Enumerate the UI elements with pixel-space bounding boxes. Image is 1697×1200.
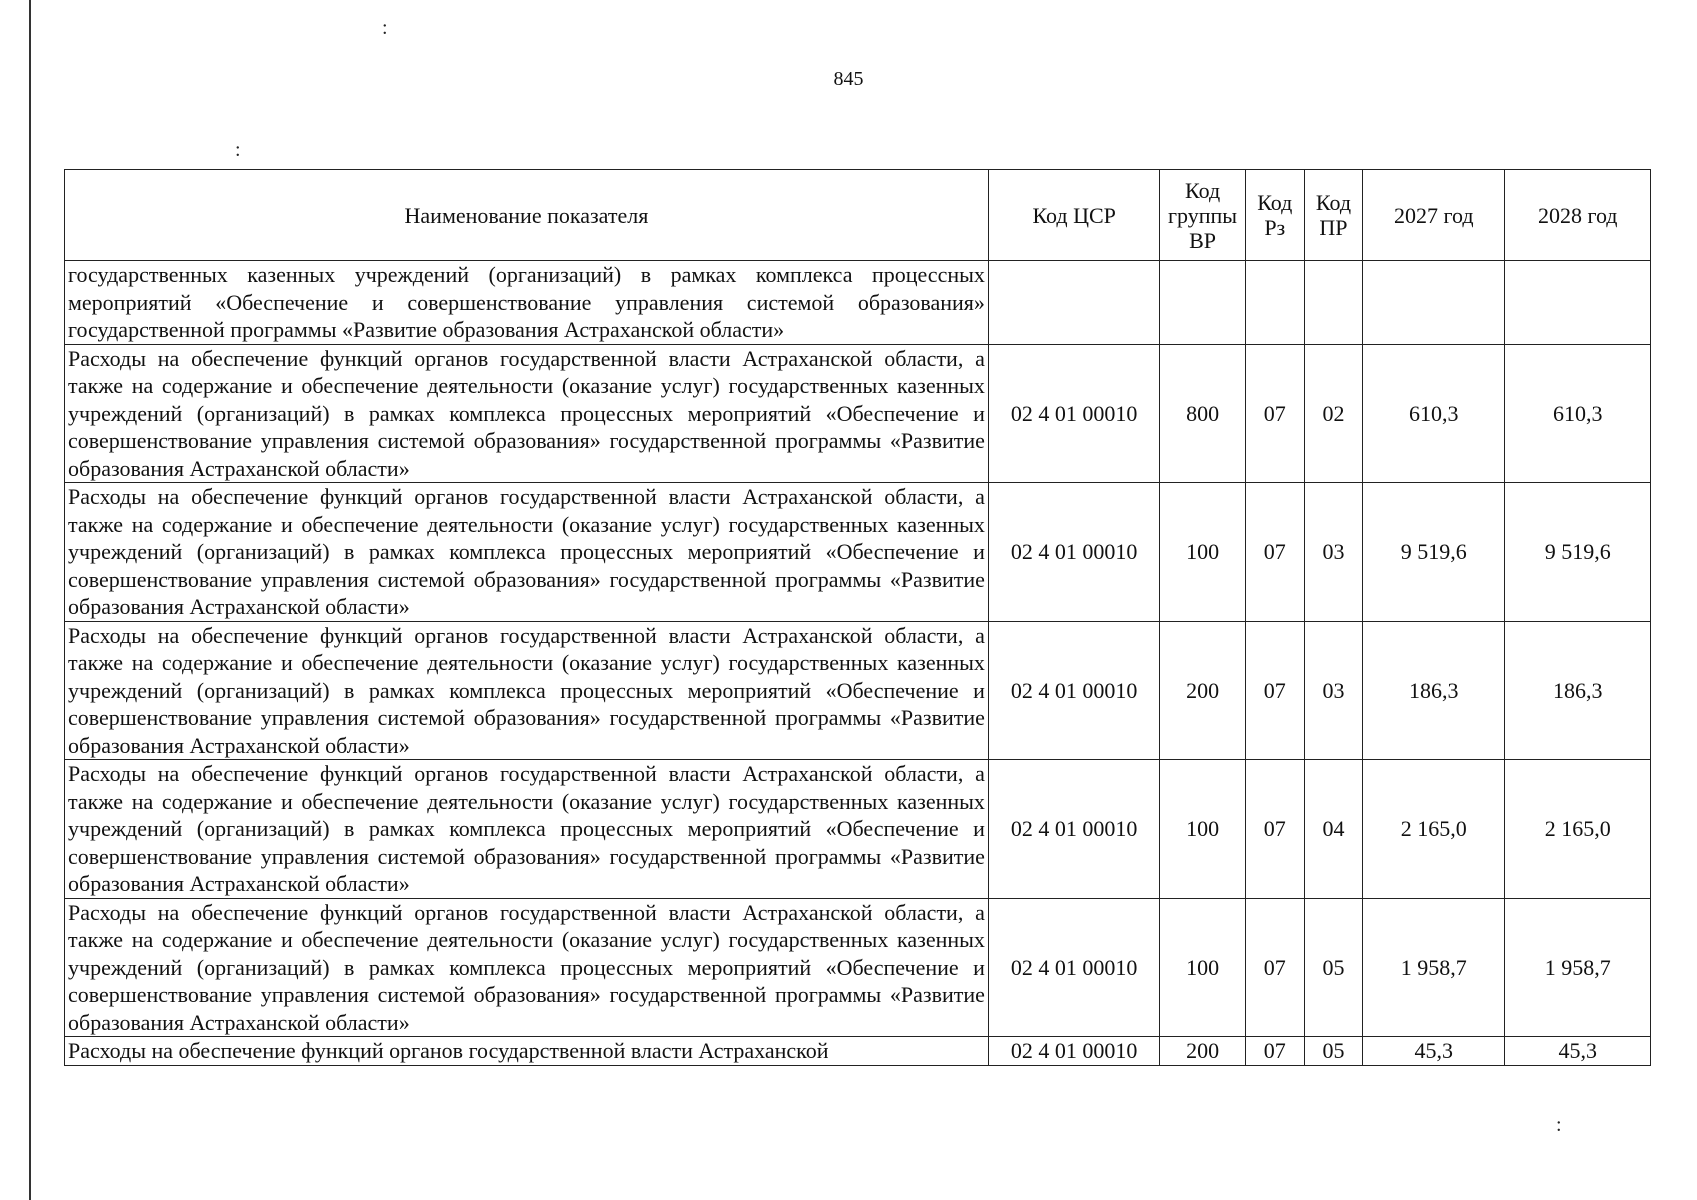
scan-speck: : <box>1556 1114 1562 1136</box>
row-name: Расходы на обеспечение функций органов государственной власти Астраханской области, а также на содержание и обеспечение деятельности (оказание услуг) государственных казенных учреждений (организаций) в рамках комплекса процессных мероприятий «Обеспечение и совершенствование управления системой образования» государственной программы «Развитие образования Астраханской области» <box>65 344 989 483</box>
scan-speck: : <box>235 139 241 161</box>
row-vr-code: 200 <box>1160 621 1245 760</box>
row-amount-2028: 610,3 <box>1505 344 1651 483</box>
row-csr-code: 02 4 01 00010 <box>988 344 1160 483</box>
row-csr-code: 02 4 01 00010 <box>988 760 1160 899</box>
row-name: Расходы на обеспечение функций органов государственной власти Астраханской области, а также на содержание и обеспечение деятельности (оказание услуг) государственных казенных учреждений (организаций) в рамках комплекса процессных мероприятий «Обеспечение и совершенствование управления системой образования» государственной программы «Развитие образования Астраханской области» <box>65 621 989 760</box>
row-vr-code: 100 <box>1160 483 1245 622</box>
row-amount-2027: 186,3 <box>1363 621 1505 760</box>
row-amount-2028: 1 958,7 <box>1505 898 1651 1037</box>
row-amount-2028: 9 519,6 <box>1505 483 1651 622</box>
row-amount-2027: 2 165,0 <box>1363 760 1505 899</box>
row-amount-2027: 45,3 <box>1363 1037 1505 1066</box>
table-row <box>65 1037 1651 1066</box>
row-csr-code: 02 4 01 00010 <box>988 621 1160 760</box>
header-vr-group-code: Код группы ВР <box>1160 170 1245 261</box>
row-amount-2027: 1 958,7 <box>1363 898 1505 1037</box>
header-year-2027: 2027 год <box>1363 170 1505 261</box>
row-amount-2027: 610,3 <box>1363 344 1505 483</box>
row-pr-code: 03 <box>1304 483 1362 622</box>
table-row <box>65 261 1651 345</box>
header-name: Наименование показателя <box>65 170 989 261</box>
row-csr-code: 02 4 01 00010 <box>988 483 1160 622</box>
table-row <box>65 621 1651 760</box>
row-pr-code: 03 <box>1304 621 1362 760</box>
row-rz-code <box>1245 261 1304 345</box>
row-rz-code: 07 <box>1245 1037 1304 1066</box>
row-name: государственных казенных учреждений (организаций) в рамках комплекса процессных мероприятий «Обеспечение и совершенствование управления системой образования» государственной программы «Развитие образования Астраханской области» <box>65 261 989 345</box>
row-vr-code: 100 <box>1160 760 1245 899</box>
row-rz-code: 07 <box>1245 621 1304 760</box>
row-name: Расходы на обеспечение функций органов государственной власти Астраханской области, а также на содержание и обеспечение деятельности (оказание услуг) государственных казенных учреждений (организаций) в рамках комплекса процессных мероприятий «Обеспечение и совершенствование управления системой образования» государственной программы «Развитие образования Астраханской области» <box>65 760 989 899</box>
header-csr-code: Код ЦСР <box>988 170 1160 261</box>
row-vr-code: 200 <box>1160 1037 1245 1066</box>
row-pr-code <box>1304 261 1362 345</box>
row-pr-code: 04 <box>1304 760 1362 899</box>
row-pr-code: 05 <box>1304 1037 1362 1066</box>
header-pr-code: Код ПР <box>1304 170 1362 261</box>
row-csr-code: 02 4 01 00010 <box>988 1037 1160 1066</box>
row-vr-code: 100 <box>1160 898 1245 1037</box>
table-row <box>65 760 1651 899</box>
row-amount-2028 <box>1505 261 1651 345</box>
row-vr-code <box>1160 261 1245 345</box>
row-csr-code: 02 4 01 00010 <box>988 898 1160 1037</box>
row-csr-code <box>988 261 1160 345</box>
page-binding-line <box>29 0 31 1200</box>
row-name: Расходы на обеспечение функций органов государственной власти Астраханской области, а также на содержание и обеспечение деятельности (оказание услуг) государственных казенных учреждений (организаций) в рамках комплекса процессных мероприятий «Обеспечение и совершенствование управления системой образования» государственной программы «Развитие образования Астраханской области» <box>65 483 989 622</box>
table-row <box>65 898 1651 1037</box>
row-rz-code: 07 <box>1245 898 1304 1037</box>
row-rz-code: 07 <box>1245 483 1304 622</box>
row-amount-2028: 2 165,0 <box>1505 760 1651 899</box>
row-amount-2028: 186,3 <box>1505 621 1651 760</box>
budget-table <box>64 169 1651 1066</box>
row-amount-2027: 9 519,6 <box>1363 483 1505 622</box>
row-rz-code: 07 <box>1245 344 1304 483</box>
row-amount-2027 <box>1363 261 1505 345</box>
row-name: Расходы на обеспечение функций органов государственной власти Астраханской <box>65 1037 989 1066</box>
row-name: Расходы на обеспечение функций органов государственной власти Астраханской области, а также на содержание и обеспечение деятельности (оказание услуг) государственных казенных учреждений (организаций) в рамках комплекса процессных мероприятий «Обеспечение и совершенствование управления системой образования» государственной программы «Развитие образования Астраханской области» <box>65 898 989 1037</box>
header-rz-code: Код Рз <box>1245 170 1304 261</box>
table-row <box>65 483 1651 622</box>
row-amount-2028: 45,3 <box>1505 1037 1651 1066</box>
scan-speck: : <box>382 17 388 39</box>
table-row <box>65 344 1651 483</box>
row-pr-code: 02 <box>1304 344 1362 483</box>
row-vr-code: 800 <box>1160 344 1245 483</box>
header-year-2028: 2028 год <box>1505 170 1651 261</box>
table-header-row <box>65 170 1651 261</box>
row-pr-code: 05 <box>1304 898 1362 1037</box>
page-number: 845 <box>833 68 864 90</box>
row-rz-code: 07 <box>1245 760 1304 899</box>
